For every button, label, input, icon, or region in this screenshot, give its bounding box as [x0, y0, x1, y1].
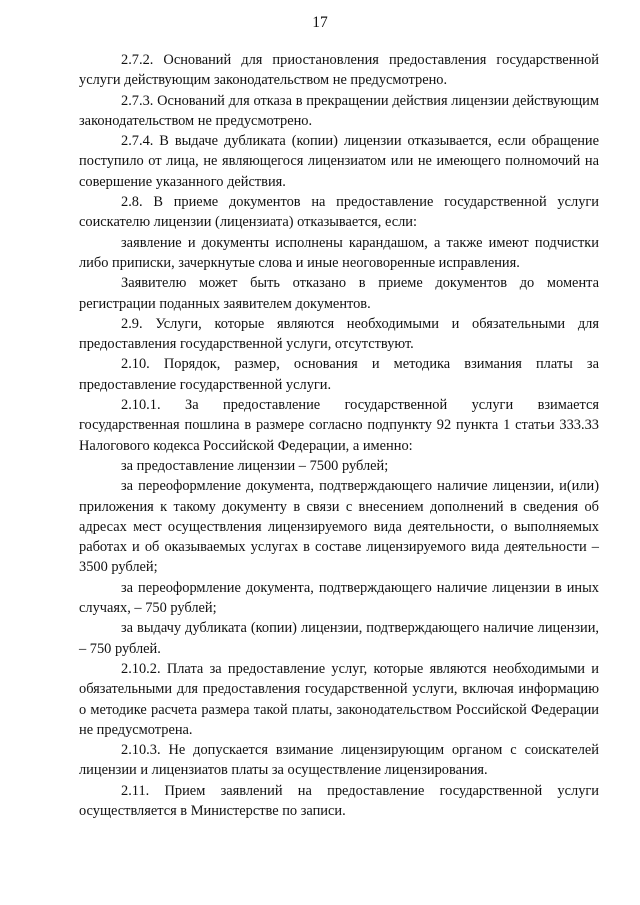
page-number: 17 [312, 14, 328, 31]
paragraph-2-7-3: 2.7.3. Оснований для отказа в прекращении действия лицензии действующим законодательством не предусмотрено. [79, 92, 599, 129]
paragraph-2-8-condition: заявление и документы исполнены карандашом, а также имеют подчистки либо приписки, зачеркнутые слова и иные неоговоренные исправления. [79, 234, 599, 271]
paragraph-2-10-3: 2.10.3. Не допускается взимание лицензирующим органом с соискателей лицензии и лицензиатов платы за осуществление лицензирования. [79, 742, 599, 779]
fee-item-duplicate: за выдачу дубликата (копии) лицензии, подтверждающего наличие лицензии, – 750 рублей. [79, 620, 599, 657]
paragraph-2-8-note: Заявителю может быть отказано в приеме документов до момента регистрации поданных заявителем документов. [79, 275, 599, 312]
paragraph-2-9: 2.9. Услуги, которые являются необходимыми и обязательными для предоставления государственной услуги, отсутствуют. [79, 315, 599, 353]
fee-item-reissue-other: за переоформление документа, подтверждающего наличие лицензии в иных случаях, – 750 рублей; [79, 579, 599, 617]
paragraph-2-10-2: 2.10.2. Плата за предоставление услуг, которые являются необходимыми и обязательными для предоставления государственной услуги, включая информацию о методике расчета размера такой платы, законодательством Российской Федерации не предусмотрена. [79, 660, 599, 738]
paragraph-2-10-1: 2.10.1. За предоставление государственной услуги взимается государственная пошлина в размере согласно подпункту 92 пункта 1 статьи 333.33 Налогового кодекса Российской Федерации, а именно: [79, 397, 599, 454]
document-body [79, 50, 599, 821]
paragraph-2-7-2: 2.7.2. Оснований для приостановления предоставления государственной услуги действующим законодательством не предусмотрено. [79, 52, 599, 89]
paragraph-2-10: 2.10. Порядок, размер, основания и методика взимания платы за предоставление государственной услуги. [79, 356, 599, 393]
paragraph-2-8: 2.8. В приеме документов на предоставление государственной услуги соискателю лицензии (лицензиата) отказывается, если: [79, 194, 599, 231]
fee-item-reissue-additions: за переоформление документа, подтверждающего наличие лицензии, и(или) приложения к такому документу в связи с внесением дополнений в сведения об адресах мест осуществления лицензируемого вида деятельности, о выполняемых работах и об оказываемых услугах в составе лицензируемого вида деятельности – 3500 рублей; [79, 478, 599, 576]
fee-item-license: за предоставление лицензии – 7500 рублей; [121, 457, 389, 474]
paragraph-2-7-4: 2.7.4. В выдаче дубликата (копии) лицензии отказывается, если обращение поступило от лица, не являющегося лицензиатом или не имеющего полномочий на совершение указанного действия. [79, 133, 599, 190]
paragraph-2-11: 2.11. Прием заявлений на предоставление государственной услуги осуществляется в Министерстве по записи. [79, 782, 599, 819]
